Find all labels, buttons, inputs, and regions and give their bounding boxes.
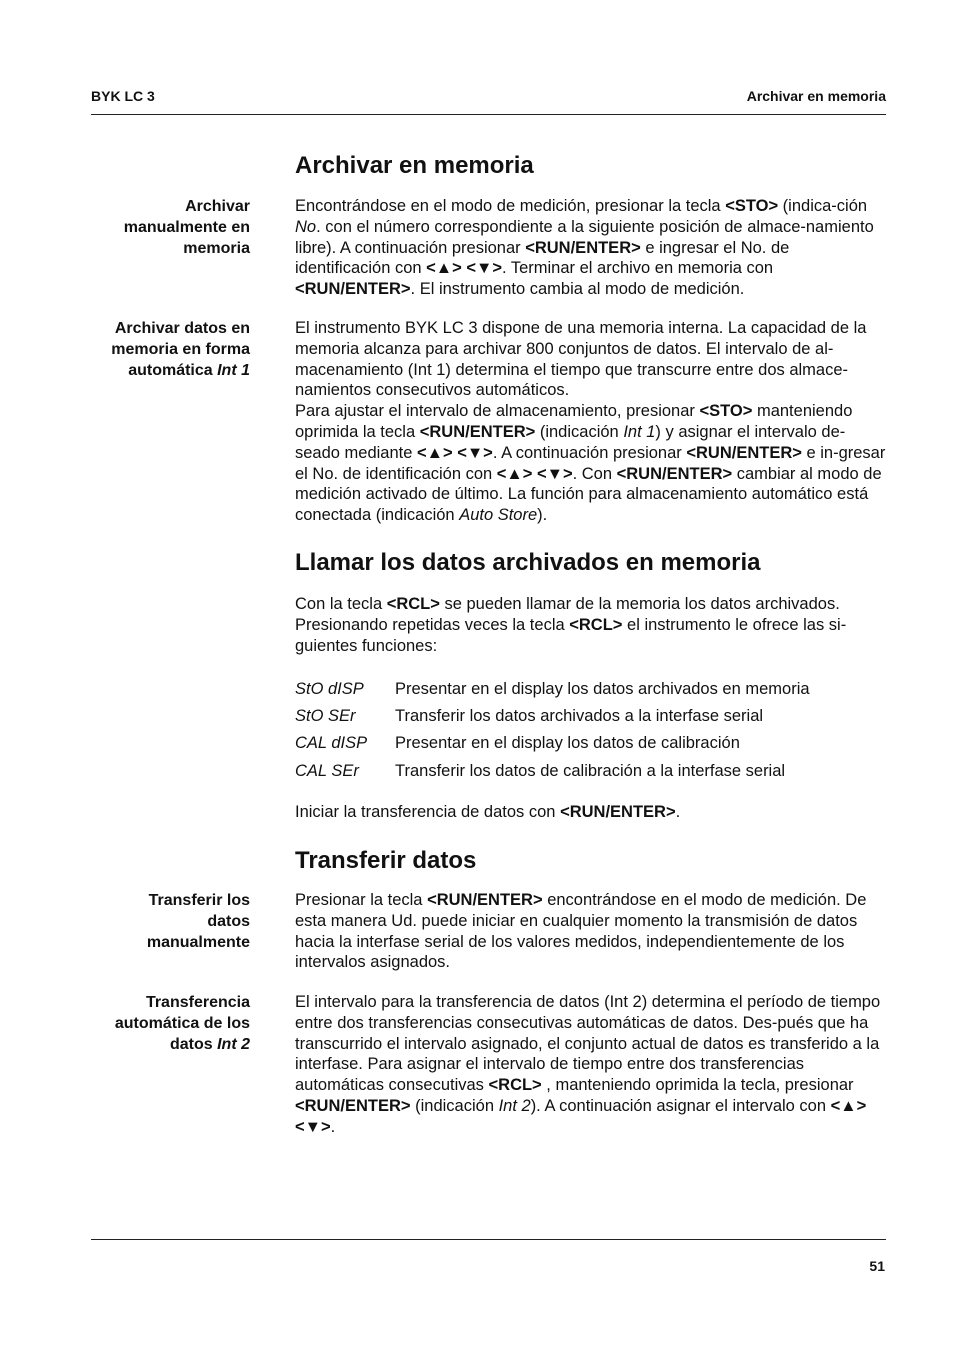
key-label: <▲> <▼> [295, 1096, 867, 1136]
text: . Terminar el archivo en memoria con [501, 259, 774, 278]
side-label-line: automática de los [114, 1015, 250, 1032]
key-label: <▲> <▼> [496, 464, 573, 483]
side-label-line: Transferencia [145, 994, 250, 1011]
display-text: Int 2 [498, 1096, 531, 1115]
side-label-line: memoria en forma [111, 341, 250, 358]
function-desc: Transferir los datos de calibración a la interfase serial [395, 762, 786, 780]
key-label: <RUN/ENTER> [525, 238, 641, 257]
text: , manteniendo oprimida la tecla, presionar [541, 1076, 854, 1095]
paragraph-text [295, 401, 887, 526]
text: encontrándose en el modo de medición. De esta manera Ud. puede iniciar en cualquier momento la transmisión de datos hacia la interfase serial de los valores medidos, independientemente de los intervalos asignados. [295, 891, 867, 972]
side-label-transferir-auto [50, 992, 250, 1055]
key-label: <RUN/ENTER> [419, 422, 536, 441]
text: e in-gresar el No. de identificación con [295, 443, 886, 483]
key-label: <RUN/ENTER> [686, 443, 802, 462]
text: Presionar la tecla [295, 891, 428, 909]
key-label: <STO> [725, 197, 779, 215]
text: . con el número correspondiente a la siguiente posición de almace-namiento libre). A continuación presionar [295, 217, 874, 257]
section-title-transferir: Transferir datos [295, 847, 477, 874]
text: . [330, 1117, 336, 1136]
section-title-llamar: Llamar los datos archivados en memoria [295, 549, 761, 576]
section-title-archivar: Archivar en memoria [295, 152, 534, 179]
text: Encontrándose en el modo de medición, presionar la tecla [295, 197, 726, 215]
text: ). [537, 506, 548, 525]
text: (indicación [410, 1096, 499, 1115]
text: (indicación [535, 422, 624, 441]
key-label: <RUN/ENTER> [427, 891, 543, 909]
text: . [675, 803, 681, 821]
side-label-line: manualmente en [123, 219, 250, 236]
paragraph-text: El instrumento BYK LC 3 dispone de una memoria interna. La capacidad de la memoria alcanza para archivar 800 conjuntos de datos. El intervalo de al-macenamiento (Int 1) determina el tiempo que transcurre entre dos almace-namientos consecutivos automáticos. [295, 319, 867, 400]
side-label-line [50, 360, 250, 381]
side-label-transferir-manual [50, 890, 250, 953]
display-text: Auto Store [459, 506, 538, 525]
side-label-italic: Int 2 [217, 1036, 250, 1053]
function-code: CAL dISP [295, 734, 368, 752]
function-desc: Transferir los datos archivados a la interfase serial [395, 707, 764, 725]
side-label-line: manualmente [146, 934, 250, 951]
key-label: <STO> [699, 402, 753, 421]
function-desc: Presentar en el display los datos de calibración [395, 734, 740, 752]
text: Iniciar la transferencia de datos con [295, 803, 561, 821]
side-label-archivar-auto [50, 318, 250, 381]
side-label-italic: Int 1 [217, 362, 250, 379]
text: ). A continuación asignar el intervalo con [530, 1096, 831, 1115]
key-label: <RUN/ENTER> [295, 280, 411, 299]
header-section-title: Archivar en memoria [746, 88, 886, 104]
text: El intervalo para la transferencia de datos (Int 2) determina el período de tiempo entre dos transferencias consecutivas automáticas de datos. Des-pués que ha transcurrido el intervalo asignado, el conjunto actual de datos es transferido a la interfase. Para asignar el intervalo de tiempo entre dos transferencias automáticas consecutivas [295, 993, 881, 1095]
text: . A continuación presionar [492, 443, 687, 462]
paragraph-transferir-manual [295, 890, 887, 973]
side-label-line: memoria [183, 240, 250, 257]
paragraph-iniciar [295, 802, 887, 823]
key-label: <RUN/ENTER> [616, 464, 733, 483]
text: (indica-ción [778, 197, 868, 215]
function-code: StO SEr [295, 707, 356, 725]
key-label: <RCL> [488, 1076, 542, 1095]
footer-divider [91, 1239, 886, 1240]
display-text: Int 1 [623, 422, 656, 441]
key-label: <RUN/ENTER> [560, 803, 676, 821]
paragraph-archivar-manual [295, 196, 887, 300]
display-text: No [295, 217, 317, 236]
text: . El instrumento cambia al modo de medición. [410, 280, 745, 299]
text: el instrumento le ofrece las si-guientes funciones: [295, 615, 847, 655]
paragraph-transferir-auto [295, 992, 887, 1138]
side-label-text: datos [169, 1036, 218, 1053]
side-label-line: datos [207, 913, 250, 930]
side-label-archivar-manual [50, 196, 250, 259]
function-code: CAL SEr [295, 762, 359, 780]
text: se pueden llamar de la memoria los datos archivados. Presionando repetidas veces la tecla [295, 595, 840, 634]
header-divider [91, 114, 886, 115]
paragraph-archivar-auto [295, 318, 887, 526]
text: ) y asignar el intervalo de-seado mediante [295, 422, 846, 462]
key-label: <▲> <▼> [426, 259, 502, 278]
key-label: <RCL> [569, 615, 623, 634]
text: Para ajustar el intervalo de almacenamiento, presionar [295, 402, 700, 421]
text: cambiar al modo de medición activado de último. La función para almacenamiento automático está conectada (indicación [295, 464, 882, 525]
side-label-line [50, 1034, 250, 1055]
key-label: <RCL> [386, 595, 440, 613]
text: manteniendo oprimida la tecla [295, 402, 853, 441]
side-label-text: automática [128, 362, 218, 379]
key-label: <▲> <▼> [417, 443, 493, 462]
page-number: 51 [869, 1258, 885, 1274]
paragraph-llamar [295, 594, 887, 656]
function-desc: Presentar en el display los datos archivados en memoria [395, 680, 810, 698]
text: e ingresar el No. de identificación con [295, 238, 790, 278]
function-code: StO dISP [295, 680, 364, 698]
text: Con la tecla [295, 595, 387, 613]
header-doc-title: BYK LC 3 [91, 88, 155, 104]
side-label-line: Archivar [185, 198, 250, 215]
text: . Con [572, 464, 617, 483]
side-label-line: Transferir los [148, 892, 250, 909]
side-label-line: Archivar datos en [114, 320, 250, 337]
key-label: <RUN/ENTER> [295, 1096, 411, 1115]
